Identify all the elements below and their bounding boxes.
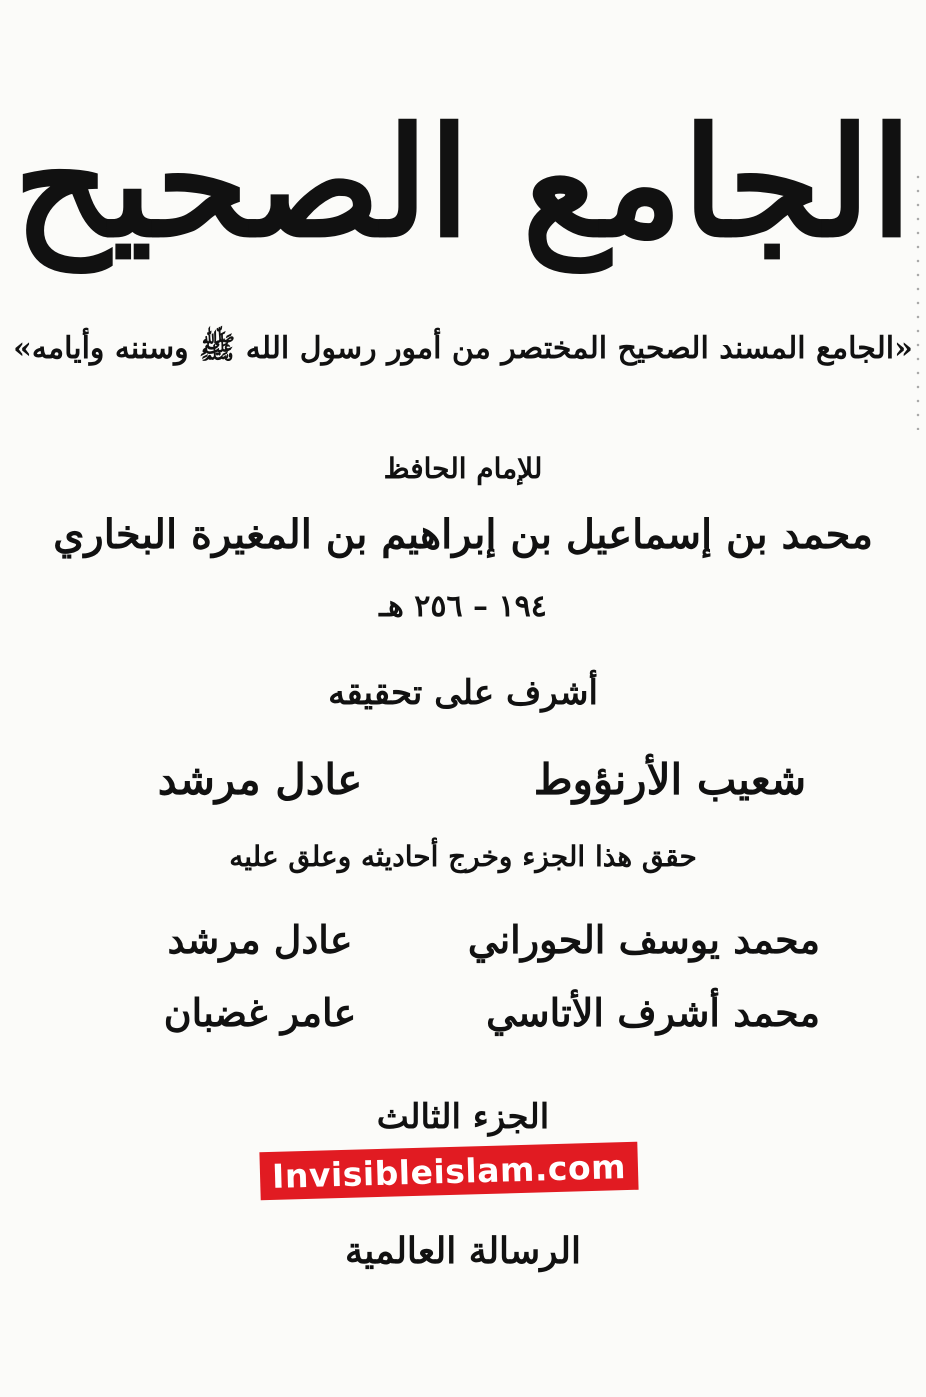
watermark-text: Invisibleislam.com xyxy=(271,1146,627,1196)
main-title: الجامع الصحيح xyxy=(13,95,913,271)
editors-note: حقق هذا الجزء وخرج أحاديثه وعلق عليه xyxy=(229,840,697,873)
publisher-name: الرسالة العالمية xyxy=(344,1230,582,1272)
author-name: محمد بن إسماعيل بن إبراهيم بن المغيرة البخاري xyxy=(53,511,873,558)
author-dates: ١٩٤ – ٢٥٦ هـ xyxy=(379,589,547,624)
watermark-banner xyxy=(259,1142,638,1201)
volume-label: الجزء الثالث xyxy=(376,1097,550,1137)
supervised-label: أشرف على تحقيقه xyxy=(328,673,598,713)
supervisor-name: شعيب الأرنؤوط xyxy=(533,755,807,804)
supervisor-name: عادل مرشد xyxy=(157,755,363,804)
full-title: «الجامع المسند الصحيح المختصر من أمور رسول الله ﷺ وسننه وأيامه» xyxy=(13,331,913,366)
editor-name: عامر غضبان xyxy=(163,990,357,1035)
editor-name: عادل مرشد xyxy=(167,917,353,962)
imam-label: للإمام الحافظ xyxy=(383,452,543,485)
editor-name: محمد أشرف الأتاسي xyxy=(486,990,820,1035)
editor-name: محمد يوسف الحوراني xyxy=(467,917,820,962)
